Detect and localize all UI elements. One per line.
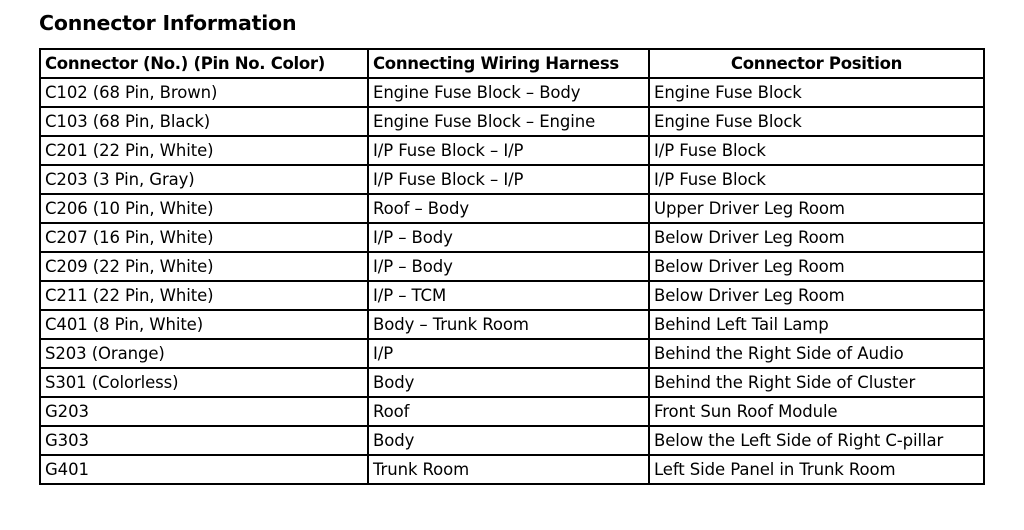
table-row — [40, 252, 984, 281]
header-connector-position: Connector Position — [649, 49, 984, 78]
table-row — [40, 426, 984, 455]
cell-connector: C207 (16 Pin, White) — [40, 223, 368, 252]
cell-connector: C209 (22 Pin, White) — [40, 252, 368, 281]
table-row — [40, 107, 984, 136]
header-connector: Connector (No.) (Pin No. Color) — [40, 49, 368, 78]
header-wiring-harness: Connecting Wiring Harness — [368, 49, 649, 78]
cell-position: Behind the Right Side of Audio — [649, 339, 984, 368]
cell-position: Engine Fuse Block — [649, 78, 984, 107]
cell-connector: C401 (8 Pin, White) — [40, 310, 368, 339]
cell-connector: C211 (22 Pin, White) — [40, 281, 368, 310]
cell-harness: Engine Fuse Block – Body — [368, 78, 649, 107]
cell-harness: Body — [368, 426, 649, 455]
cell-connector: C102 (68 Pin, Brown) — [40, 78, 368, 107]
cell-position: Below Driver Leg Room — [649, 223, 984, 252]
cell-harness: Trunk Room — [368, 455, 649, 484]
table-row — [40, 368, 984, 397]
table-row — [40, 194, 984, 223]
cell-harness: I/P — [368, 339, 649, 368]
cell-harness: I/P – Body — [368, 223, 649, 252]
cell-position: I/P Fuse Block — [649, 165, 984, 194]
cell-connector: C203 (3 Pin, Gray) — [40, 165, 368, 194]
cell-harness: I/P Fuse Block – I/P — [368, 136, 649, 165]
table-row — [40, 455, 984, 484]
cell-harness: I/P – Body — [368, 252, 649, 281]
cell-connector: C201 (22 Pin, White) — [40, 136, 368, 165]
table-row — [40, 223, 984, 252]
cell-harness: Engine Fuse Block – Engine — [368, 107, 649, 136]
table-row — [40, 397, 984, 426]
table-header-row — [40, 49, 984, 78]
cell-connector: G401 — [40, 455, 368, 484]
table-row — [40, 281, 984, 310]
cell-connector: C103 (68 Pin, Black) — [40, 107, 368, 136]
cell-position: I/P Fuse Block — [649, 136, 984, 165]
cell-harness: Roof — [368, 397, 649, 426]
page-title: Connector Information — [39, 11, 297, 35]
cell-position: Below Driver Leg Room — [649, 252, 984, 281]
cell-harness: Roof – Body — [368, 194, 649, 223]
cell-position: Below Driver Leg Room — [649, 281, 984, 310]
table-row — [40, 78, 984, 107]
table-row — [40, 339, 984, 368]
cell-harness: I/P – TCM — [368, 281, 649, 310]
cell-position: Behind the Right Side of Cluster — [649, 368, 984, 397]
cell-position: Left Side Panel in Trunk Room — [649, 455, 984, 484]
cell-harness: Body – Trunk Room — [368, 310, 649, 339]
cell-harness: I/P Fuse Block – I/P — [368, 165, 649, 194]
cell-position: Front Sun Roof Module — [649, 397, 984, 426]
cell-position: Upper Driver Leg Room — [649, 194, 984, 223]
table-row — [40, 136, 984, 165]
cell-connector: G303 — [40, 426, 368, 455]
cell-position: Engine Fuse Block — [649, 107, 984, 136]
table-row — [40, 165, 984, 194]
cell-harness: Body — [368, 368, 649, 397]
cell-connector: S203 (Orange) — [40, 339, 368, 368]
cell-position: Behind Left Tail Lamp — [649, 310, 984, 339]
cell-connector: S301 (Colorless) — [40, 368, 368, 397]
cell-connector: G203 — [40, 397, 368, 426]
connector-table — [39, 48, 985, 485]
table-row — [40, 310, 984, 339]
cell-position: Below the Left Side of Right C-pillar — [649, 426, 984, 455]
cell-connector: C206 (10 Pin, White) — [40, 194, 368, 223]
